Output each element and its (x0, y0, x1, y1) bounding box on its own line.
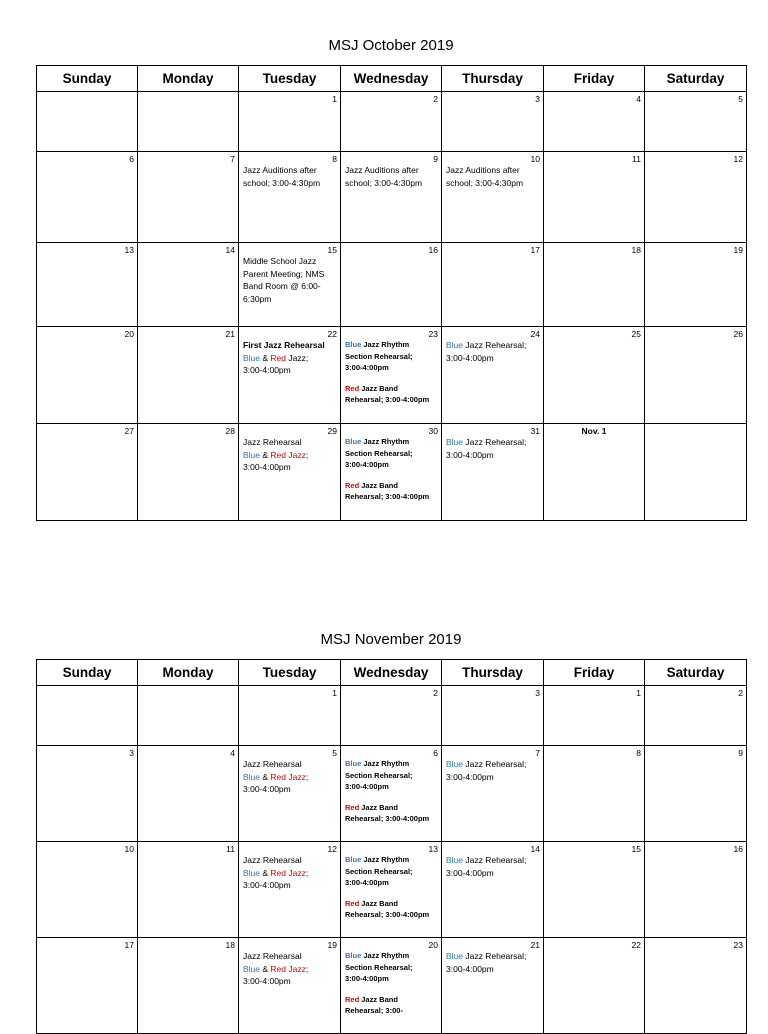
jazz-semicolon-label: Jazz; (286, 352, 309, 363)
day-cell (138, 243, 239, 327)
semicolon-label: ; (305, 963, 309, 974)
day-cell (645, 842, 747, 938)
day-number: 31 (530, 426, 540, 436)
day-number: 10 (124, 844, 134, 854)
day-cell (239, 152, 341, 243)
event-wednesday-rehearsals (341, 339, 441, 406)
rhythm-section-label: Jazz Rhythm Section Rehearsal; (345, 855, 413, 876)
day-number: 1 (332, 688, 337, 698)
time-label: 3:00-4:00pm (345, 974, 389, 983)
october-title: MSJ October 2019 (328, 37, 454, 54)
day-cell (645, 327, 747, 424)
day-cell (239, 938, 341, 1034)
day-number: 18 (631, 245, 641, 255)
amp-label: & (260, 352, 271, 363)
day-cell (544, 746, 645, 842)
blue-label: Blue (345, 437, 362, 446)
day-cell (138, 327, 239, 424)
day-number: 16 (733, 844, 743, 854)
rhythm-section-label: Jazz Rhythm Section Rehearsal; (345, 759, 413, 780)
week-row (37, 327, 747, 424)
day-cell (442, 92, 544, 152)
week-row (37, 746, 747, 842)
event-auditions: Jazz Auditions after school; 3:00-4:30pm (243, 165, 321, 188)
day-number (138, 686, 238, 688)
amp-label: & (260, 867, 271, 878)
thursday-rehearsal-label: Jazz Rehearsal; (463, 855, 527, 865)
time-label: 3:00-4:00pm (446, 449, 494, 460)
day-cell (645, 746, 747, 842)
amp-label: & (260, 963, 271, 974)
weekday-saturday: Saturday (645, 66, 747, 92)
day-number: 2 (433, 688, 438, 698)
jazz-rehearsal-label: Jazz Rehearsal (243, 437, 302, 447)
day-number: 7 (230, 154, 235, 164)
day-cell (37, 327, 138, 424)
day-number: 11 (226, 844, 235, 854)
day-number: 13 (428, 844, 438, 854)
time-label: 3:00-4:00pm (345, 782, 389, 791)
day-cell (37, 152, 138, 243)
day-number: 18 (225, 940, 235, 950)
day-cell (442, 746, 544, 842)
blue-label: Blue (243, 352, 261, 363)
day-number: 2 (433, 94, 438, 104)
day-cell (544, 938, 645, 1034)
blue-label: Blue (345, 759, 362, 768)
blue-label: Blue (446, 437, 464, 447)
band-rehearsal-label: Jazz Band Rehearsal; 3:00- (345, 994, 403, 1015)
weekday-monday: Monday (138, 660, 239, 686)
day-number: 15 (631, 844, 641, 854)
event-wednesday-rehearsals (341, 854, 441, 921)
day-number: 23 (428, 329, 438, 339)
event-parent-meeting: Middle School Jazz Parent Meeting; NMS Band Room @ 6:00-6:30pm (243, 256, 325, 304)
day-cell (645, 938, 747, 1034)
week-row (37, 686, 747, 746)
time-label: 3:00-4:00pm (345, 460, 389, 469)
week-row (37, 424, 747, 521)
time-label: 3:00-4:00pm (446, 867, 494, 878)
time-label: 3:00-4:00pm (243, 365, 291, 375)
day-number: 5 (332, 748, 337, 758)
day-number: 15 (327, 245, 337, 255)
day-cell (138, 938, 239, 1034)
weekday-tuesday: Tuesday (239, 660, 341, 686)
rhythm-section-label: Jazz Rhythm Section Rehearsal; (345, 340, 413, 361)
day-cell (138, 746, 239, 842)
day-number: 25 (631, 329, 641, 339)
october-grid (36, 65, 747, 521)
day-cell (37, 92, 138, 152)
time-label: 3:00-4:00pm (446, 352, 494, 363)
event-thursday-rehearsal (442, 758, 543, 783)
amp-label: & (260, 771, 271, 782)
day-number: 1 (332, 94, 337, 104)
day-number: 16 (428, 245, 438, 255)
weekday-sunday: Sunday (37, 66, 138, 92)
red-jazz-label: Red Jazz (270, 963, 306, 974)
blue-label: Blue (243, 963, 261, 974)
red-label: Red (345, 802, 360, 812)
blue-label: Blue (446, 951, 464, 961)
day-number: 26 (733, 329, 743, 339)
day-number: 5 (738, 94, 743, 104)
day-number: 14 (225, 245, 235, 255)
band-rehearsal-label: Jazz Band Rehearsal; 3:00-4:00pm (345, 802, 430, 823)
red-label: Red (345, 383, 360, 393)
day-cell (645, 152, 747, 243)
day-number (37, 686, 137, 688)
november-grid (36, 659, 747, 1034)
day-cell (544, 686, 645, 746)
thursday-rehearsal-label: Jazz Rehearsal; (463, 437, 527, 447)
day-cell (341, 327, 442, 424)
day-number: 23 (733, 940, 743, 950)
red-label: Red (270, 352, 287, 363)
event-wednesday-rehearsals (341, 758, 441, 825)
day-cell (645, 686, 747, 746)
day-cell (341, 243, 442, 327)
event-thursday-rehearsal (442, 436, 543, 461)
day-number: 22 (631, 940, 641, 950)
day-cell (442, 152, 544, 243)
day-number: 24 (530, 329, 540, 339)
november-title: MSJ November 2019 (320, 631, 462, 648)
blue-label: Blue (345, 855, 362, 864)
day-cell (239, 842, 341, 938)
day-number: 7 (535, 748, 540, 758)
day-number: 28 (225, 426, 235, 436)
day-number: 20 (124, 329, 134, 339)
time-label: 3:00-4:00pm (243, 462, 291, 472)
thursday-rehearsal-label: Jazz Rehearsal; (463, 951, 527, 961)
day-number: 2 (738, 688, 743, 698)
day-number: 4 (636, 94, 641, 104)
day-cell (138, 92, 239, 152)
day-cell (544, 327, 645, 424)
weekday-wednesday: Wednesday (341, 66, 442, 92)
day-cell (138, 686, 239, 746)
day-cell (341, 92, 442, 152)
day-cell (341, 152, 442, 243)
red-label: Red (345, 898, 360, 908)
day-cell (239, 92, 341, 152)
blue-label: Blue (243, 449, 261, 460)
day-number: 29 (327, 426, 337, 436)
day-cell (138, 842, 239, 938)
day-cell (442, 327, 544, 424)
event-wednesday-rehearsals (341, 436, 441, 503)
day-cell (239, 686, 341, 746)
day-number: 6 (129, 154, 134, 164)
day-cell (341, 424, 442, 521)
day-number: 30 (428, 426, 438, 436)
event-jazz-rehearsal (239, 758, 340, 796)
day-number (37, 92, 137, 94)
red-jazz-label: Red Jazz (270, 771, 306, 782)
time-label: 3:00-4:00pm (446, 771, 494, 782)
day-cell (645, 92, 747, 152)
rhythm-section-label: Jazz Rhythm Section Rehearsal; (345, 437, 413, 458)
blue-label: Blue (446, 855, 464, 865)
weekday-header-row (37, 66, 747, 92)
day-cell (544, 842, 645, 938)
day-cell (239, 746, 341, 842)
event-jazz-rehearsal (239, 854, 340, 892)
day-number: 1 (636, 688, 641, 698)
band-rehearsal-label: Jazz Band Rehearsal; 3:00-4:00pm (345, 898, 430, 919)
band-rehearsal-label: Jazz Band Rehearsal; 3:00-4:00pm (345, 383, 430, 404)
event-first-rehearsal (239, 339, 340, 377)
thursday-rehearsal-label: Jazz Rehearsal; (463, 759, 527, 769)
day-cell (442, 842, 544, 938)
jazz-rehearsal-label: Jazz Rehearsal (243, 855, 302, 865)
day-cell (544, 243, 645, 327)
day-cell (138, 152, 239, 243)
day-cell (37, 938, 138, 1034)
day-number: Nov. 1 (581, 426, 607, 436)
week-row (37, 152, 747, 243)
event-wednesday-rehearsals (341, 950, 441, 1017)
semicolon-label: ; (305, 449, 309, 460)
weekday-friday: Friday (544, 66, 645, 92)
day-cell (37, 243, 138, 327)
day-number: 19 (733, 245, 743, 255)
day-number: 9 (433, 154, 438, 164)
day-number: 21 (225, 329, 235, 339)
day-cell (239, 424, 341, 521)
blue-label: Blue (446, 759, 464, 769)
day-cell (37, 746, 138, 842)
day-number: 8 (332, 154, 337, 164)
first-rehearsal-label: First Jazz Rehearsal (243, 340, 325, 350)
day-cell (442, 686, 544, 746)
day-number: 10 (530, 154, 540, 164)
blue-label: Blue (243, 867, 261, 878)
red-label: Red (345, 994, 360, 1004)
rhythm-section-label: Jazz Rhythm Section Rehearsal; (345, 951, 413, 972)
day-number (138, 92, 238, 94)
day-number: 17 (530, 245, 540, 255)
day-cell (341, 746, 442, 842)
time-label: 3:00-4:00pm (446, 963, 494, 974)
day-cell (239, 327, 341, 424)
day-number: 4 (230, 748, 235, 758)
day-number: 13 (124, 245, 134, 255)
time-label: 3:00-4:00pm (345, 363, 389, 372)
weekday-friday: Friday (544, 660, 645, 686)
red-label: Red (345, 480, 360, 490)
day-number: 3 (535, 688, 540, 698)
week-row (37, 243, 747, 327)
day-number: 8 (636, 748, 641, 758)
day-number: 12 (327, 844, 337, 854)
day-number: 21 (530, 940, 540, 950)
week-row (37, 842, 747, 938)
day-number (645, 424, 746, 426)
day-number: 11 (632, 154, 641, 164)
day-cell (442, 424, 544, 521)
weekday-wednesday: Wednesday (341, 660, 442, 686)
day-cell (37, 842, 138, 938)
day-number: 3 (535, 94, 540, 104)
weekday-header-row (37, 660, 747, 686)
day-cell (341, 842, 442, 938)
event-auditions: Jazz Auditions after school; 3:00-4:30pm (446, 165, 524, 188)
week-row (37, 92, 747, 152)
time-label: 3:00-4:00pm (243, 976, 291, 986)
day-cell (341, 686, 442, 746)
red-jazz-label: Red Jazz (270, 867, 306, 878)
semicolon-label: ; (305, 771, 309, 782)
jazz-rehearsal-label: Jazz Rehearsal (243, 759, 302, 769)
time-label: 3:00-4:00pm (243, 784, 291, 794)
weekday-saturday: Saturday (645, 660, 747, 686)
blue-label: Blue (446, 340, 464, 350)
day-cell (645, 243, 747, 327)
event-jazz-rehearsal (239, 950, 340, 988)
day-number: 9 (738, 748, 743, 758)
day-cell (239, 243, 341, 327)
weekday-tuesday: Tuesday (239, 66, 341, 92)
blue-label: Blue (243, 771, 261, 782)
day-number: 3 (129, 748, 134, 758)
semicolon-label: ; (305, 867, 309, 878)
day-number: 20 (428, 940, 438, 950)
event-auditions: Jazz Auditions after school; 3:00-4:30pm (345, 165, 423, 188)
day-cell (37, 686, 138, 746)
day-cell (442, 243, 544, 327)
day-number: 22 (327, 329, 337, 339)
day-number: 12 (733, 154, 743, 164)
event-thursday-rehearsal (442, 339, 543, 364)
event-jazz-rehearsal (239, 436, 340, 474)
red-jazz-label: Red Jazz (270, 449, 306, 460)
day-cell (645, 424, 747, 521)
day-cell (37, 424, 138, 521)
day-cell (544, 424, 645, 521)
thursday-rehearsal-label: Jazz Rehearsal; (463, 340, 527, 350)
event-thursday-rehearsal (442, 950, 543, 975)
event-thursday-rehearsal (442, 854, 543, 879)
blue-label: Blue (345, 340, 362, 349)
time-label: 3:00-4:00pm (243, 880, 291, 890)
weekday-monday: Monday (138, 66, 239, 92)
amp-label: & (260, 449, 271, 460)
day-cell (544, 92, 645, 152)
day-number: 19 (327, 940, 337, 950)
day-number: 6 (433, 748, 438, 758)
band-rehearsal-label: Jazz Band Rehearsal; 3:00-4:00pm (345, 480, 430, 501)
day-number: 27 (124, 426, 134, 436)
day-number: 14 (530, 844, 540, 854)
weekday-sunday: Sunday (37, 660, 138, 686)
blue-label: Blue (345, 951, 362, 960)
time-label: 3:00-4:00pm (345, 878, 389, 887)
weekday-thursday: Thursday (442, 660, 544, 686)
day-number: 17 (124, 940, 134, 950)
week-row (37, 938, 747, 1034)
jazz-rehearsal-label: Jazz Rehearsal (243, 951, 302, 961)
day-cell (341, 938, 442, 1034)
weekday-thursday: Thursday (442, 66, 544, 92)
day-cell (544, 152, 645, 243)
day-cell (442, 938, 544, 1034)
day-cell (138, 424, 239, 521)
